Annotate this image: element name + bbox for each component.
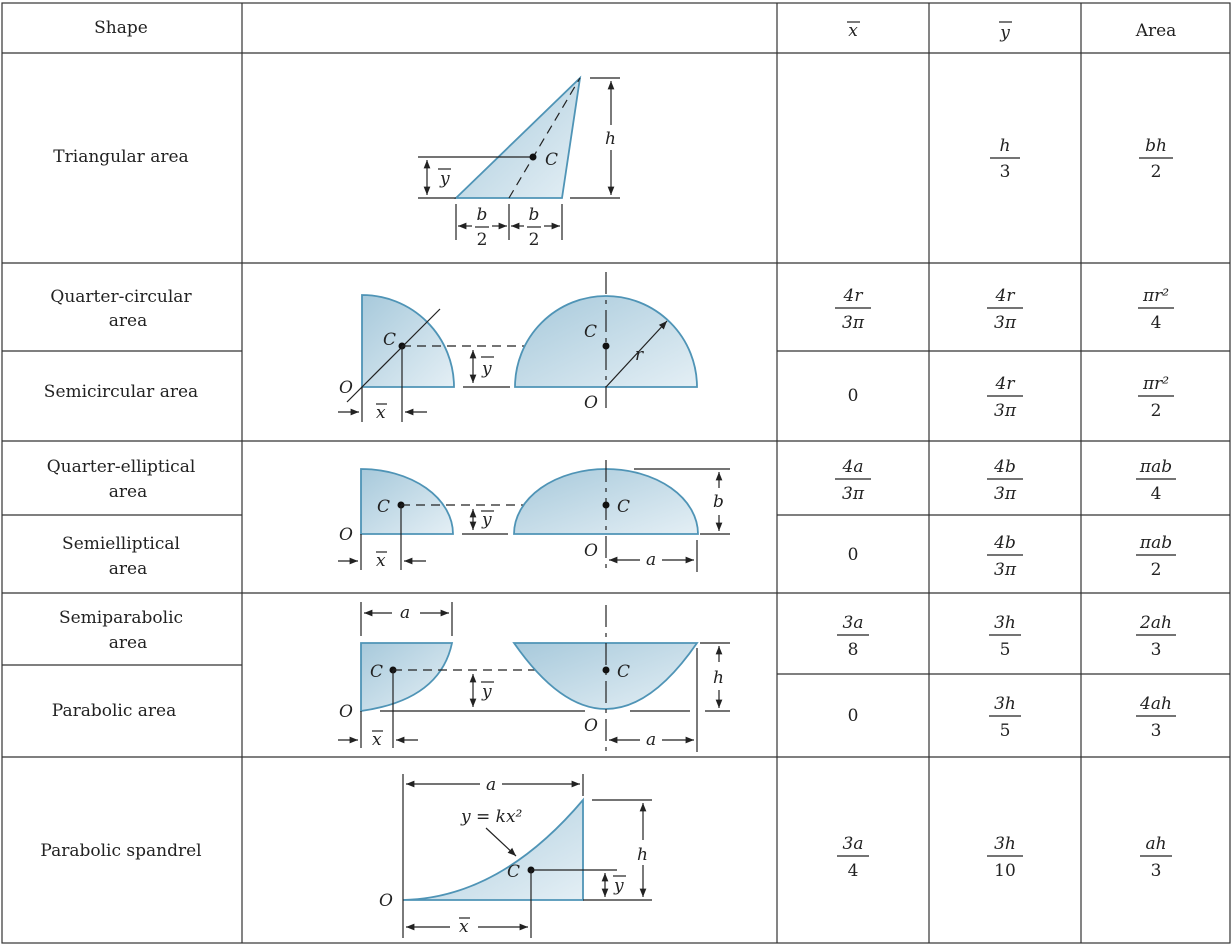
pa-a-num: 4ah bbox=[1140, 694, 1172, 714]
shape-names bbox=[40, 147, 201, 861]
row-name-semielliptical-l1: Semielliptical bbox=[62, 534, 180, 554]
parabolic-figure bbox=[338, 602, 730, 752]
circular-figure bbox=[338, 272, 697, 423]
spandrel-figure bbox=[379, 774, 652, 938]
sc-ybar-label: y bbox=[482, 359, 492, 379]
sc-y-num: 4r bbox=[995, 374, 1015, 394]
ps-ybar-label: y bbox=[614, 876, 624, 896]
qe-y-den: 3π bbox=[994, 484, 1016, 504]
tri-ybar-label: y bbox=[440, 169, 450, 189]
qe-a-den: 4 bbox=[1150, 484, 1162, 504]
sp-c-label: C bbox=[370, 662, 384, 682]
pa-y-den: 5 bbox=[999, 721, 1011, 741]
sc-c-label: C bbox=[584, 322, 598, 342]
qe-x-den: 3π bbox=[842, 484, 864, 504]
ps-a-label: a bbox=[486, 775, 497, 795]
se-b-label: b bbox=[713, 492, 724, 512]
sc-r-label: r bbox=[635, 345, 644, 365]
sc-a-den: 2 bbox=[1150, 401, 1162, 421]
qc-xbar-label: x bbox=[376, 403, 386, 423]
ps-c-label: C bbox=[507, 862, 521, 882]
elliptical-figure bbox=[338, 460, 730, 572]
triangle-figure bbox=[418, 78, 620, 250]
qe-c-label: C bbox=[377, 497, 391, 517]
qc-a-num: πr² bbox=[1142, 286, 1170, 306]
header-area: Area bbox=[1135, 21, 1177, 41]
sc-a-num: πr² bbox=[1142, 374, 1170, 394]
se-y-num: 4b bbox=[994, 533, 1016, 553]
row-name-triangular: Triangular area bbox=[53, 147, 189, 167]
pa-a-label: a bbox=[646, 730, 657, 750]
qe-a-num: πab bbox=[1139, 457, 1173, 477]
ps-x-num: 3a bbox=[842, 834, 864, 854]
se-c-label: C bbox=[617, 497, 631, 517]
qc-o-label: O bbox=[339, 378, 353, 398]
row-name-parabolic-spandrel: Parabolic spandrel bbox=[40, 841, 202, 861]
tri-a-den: 2 bbox=[1150, 162, 1162, 182]
qe-x-num: 4a bbox=[842, 457, 864, 477]
qc-x-num: 4r bbox=[843, 286, 863, 306]
ps-a-den: 3 bbox=[1150, 861, 1162, 881]
pa-y-num: 3h bbox=[994, 694, 1016, 714]
sc-x-val: 0 bbox=[847, 386, 859, 406]
qc-y-num: 4r bbox=[995, 286, 1015, 306]
row-name-parabolic: Parabolic area bbox=[51, 701, 177, 721]
tri-b-left: b bbox=[476, 205, 488, 225]
pa-o-label: O bbox=[584, 716, 598, 736]
sc-y-den: 3π bbox=[994, 401, 1016, 421]
tri-c-label: C bbox=[545, 150, 559, 170]
se-y-den: 3π bbox=[994, 560, 1016, 580]
sp-a-den: 3 bbox=[1150, 640, 1162, 660]
tri-b-right: b bbox=[528, 205, 540, 225]
qe-o-label: O bbox=[339, 525, 353, 545]
qc-x-den: 3π bbox=[842, 313, 864, 333]
qe-xbar-label: x bbox=[376, 551, 386, 571]
row-name-quarter-circular-l1: Quarter-circular bbox=[50, 287, 192, 307]
tri-a-num: bh bbox=[1145, 136, 1167, 156]
se-ybar-label: y bbox=[482, 510, 492, 530]
qe-y-num: 4b bbox=[994, 457, 1016, 477]
sp-y-den: 5 bbox=[999, 640, 1011, 660]
sp-x-den: 8 bbox=[847, 640, 859, 660]
pa-c-label: C bbox=[617, 662, 631, 682]
sp-o-label: O bbox=[339, 702, 353, 722]
table-header bbox=[94, 18, 1176, 43]
row-name-semielliptical-l2: area bbox=[108, 559, 148, 579]
ps-equation: y = kx² bbox=[461, 807, 523, 827]
ps-o-label: O bbox=[379, 891, 393, 911]
pa-h-label: h bbox=[713, 668, 724, 688]
ps-x-den: 4 bbox=[847, 861, 859, 881]
ps-xbar-label: x bbox=[459, 917, 469, 937]
header-ybar: y bbox=[1000, 23, 1010, 43]
ps-y-den: 10 bbox=[994, 861, 1016, 881]
value-cells bbox=[835, 136, 1176, 881]
tri-two-right: 2 bbox=[528, 230, 540, 250]
se-a-label: a bbox=[646, 550, 657, 570]
ps-y-num: 3h bbox=[994, 834, 1016, 854]
tri-y-num: h bbox=[999, 136, 1011, 156]
sp-y-num: 3h bbox=[994, 613, 1016, 633]
sp-x-num: 3a bbox=[842, 613, 864, 633]
se-a-num: πab bbox=[1139, 533, 1173, 553]
header-xbar: x bbox=[848, 21, 858, 41]
row-name-quarter-elliptical-l1: Quarter-elliptical bbox=[46, 457, 196, 477]
row-name-semiparabolic-l1: Semiparabolic bbox=[58, 608, 184, 628]
sc-o-label: O bbox=[584, 393, 598, 413]
se-x-val: 0 bbox=[847, 545, 859, 565]
row-name-quarter-circular-l2: area bbox=[108, 311, 148, 331]
ps-a-num: ah bbox=[1145, 834, 1167, 854]
tri-two-left: 2 bbox=[476, 230, 488, 250]
row-name-quarter-elliptical-l2: area bbox=[108, 482, 148, 502]
tri-y-den: 3 bbox=[999, 162, 1011, 182]
tri-h-label: h bbox=[605, 129, 616, 149]
sp-a-num: 2ah bbox=[1140, 613, 1172, 633]
pa-a-den: 3 bbox=[1150, 721, 1162, 741]
qc-a-den: 4 bbox=[1150, 313, 1162, 333]
ps-h-label: h bbox=[637, 845, 648, 865]
header-shape: Shape bbox=[94, 18, 148, 38]
se-a-den: 2 bbox=[1150, 560, 1162, 580]
se-o-label: O bbox=[584, 541, 598, 561]
sp-xbar-label: x bbox=[372, 730, 382, 750]
row-name-semiparabolic-l2: area bbox=[108, 633, 148, 653]
row-name-semicircular: Semicircular area bbox=[43, 382, 199, 402]
qc-y-den: 3π bbox=[994, 313, 1016, 333]
sp-a-label: a bbox=[400, 603, 411, 623]
qc-c-label: C bbox=[383, 330, 397, 350]
sp-ybar-label: y bbox=[482, 682, 492, 702]
pa-x-val: 0 bbox=[847, 706, 859, 726]
